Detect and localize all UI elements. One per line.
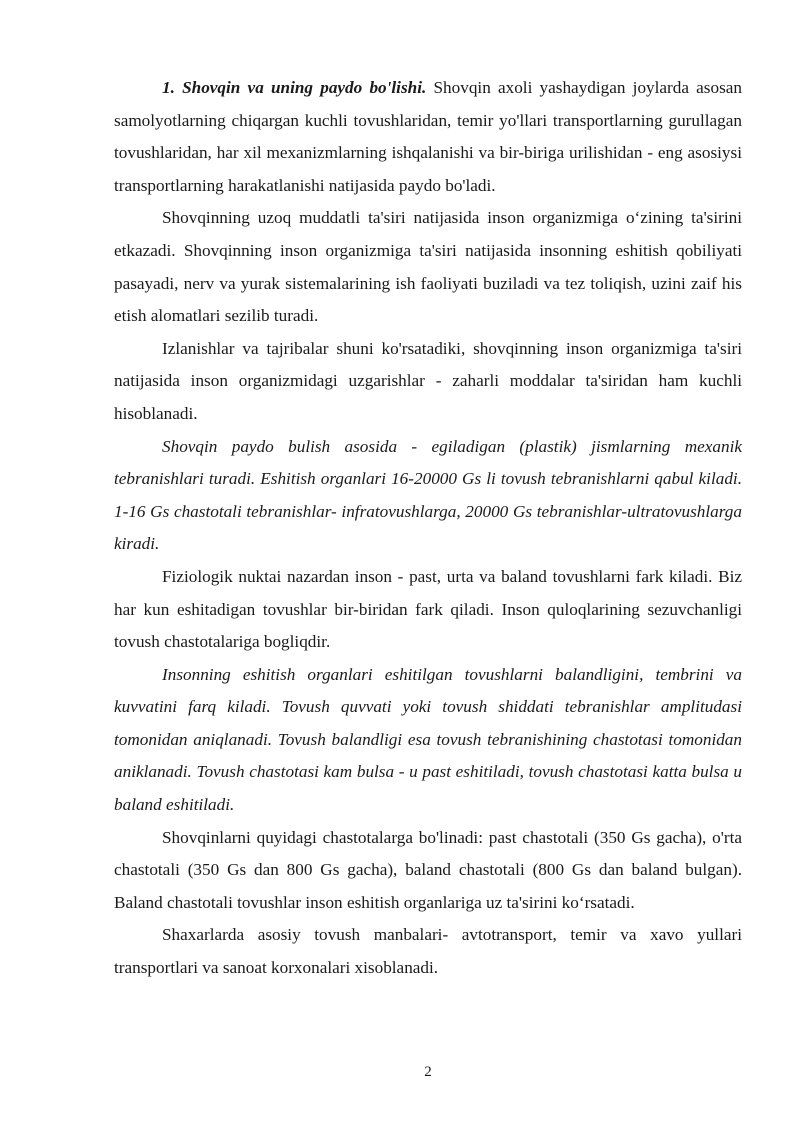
paragraph-intro: [114, 72, 742, 202]
document-body: [114, 72, 742, 985]
paragraph-effects: Shovqinning uzoq muddatli ta'siri natijasida inson organizmiga o‘zining ta'sirini etkazadi. Shovqinning inson organizmiga ta'siri natijasida insonning eshitish qobiliyati pasayadi, nerv va yurak sistemalarining ish faoliyati buziladi va tez toliqish, uzini zaif his etish alomatlari sezilib turadi.: [114, 208, 742, 326]
paragraph-frequencies: Shovqinlarni quyidagi chastotalarga bo'linadi: past chastotali (350 Gs gacha), o'rta chastotali (350 Gs dan 800 Gs gacha), baland chastotali (800 Gs dan baland bulgan). Baland chastotali tovushlar inson eshitish organlariga uz ta'sirini ko‘rsatadi.: [114, 827, 742, 912]
page-number: 2: [424, 1064, 432, 1080]
paragraph-physiology: Fiziologik nuktai nazardan inson - past, urta va baland tovushlarni fark kiladi. Biz har kun eshitadigan tovushlar bir-biridan fark qiladi. Inson quloqlarining sezuvchanligi tovush chastotalariga bogliqdir.: [114, 566, 742, 652]
paragraph-hearing: Insonning eshitish organlari eshitilgan tovushlarni balandligini, tembrini va kuvvatini farq kiladi. Tovush quvvati yoki tovush shiddati tebranishlar amplitudasi tomonidan aniqlanadi. Tovush balandligi esa tovush tebranishining chastotasi tomonidan aniklanadi. Tovush chastotasi kam bulsa - u past eshitiladi, tovush chastotasi katta bulsa u baland eshitiladi.: [114, 664, 742, 815]
paragraph-research: Izlanishlar va tajribalar shuni ko'rsatadiki, shovqinning inson organizmiga ta'siri natijasida inson organizmidagi uzgarishlar - zaharli moddalar ta'siridan ham kuchli hisoblanadi.: [114, 338, 742, 423]
section-heading: 1. Shovqin va uning paydo bo'lishi.: [162, 78, 427, 97]
paragraph-text: Shovqin axoli yashaydigan joylarda asosan samolyotlarning chiqargan kuchli tovushlaridan, temir yo'llari transportlarning gurullagan tovushlaridan, har xil mexanizmlarning ishqalanishi va bir-biriga urilishidan - eng asosiysi transportlarning harakatlanishi natijasida paydo bo'ladi.: [114, 78, 743, 195]
paragraph-sources: Shaxarlarda asosiy tovush manbalari- avtotransport, temir va xavo yullari transportlari va sanoat korxonalari xisoblanadi.: [114, 925, 742, 978]
paragraph-origin: Shovqin paydo bulish asosida - egiladigan (plastik) jismlarning mexanik tebranishlari turadi. Eshitish organlari 16-20000 Gs li tovush tebranishlarni qabul kiladi. 1-16 Gs chastotali tebranishlar- infratovushlarga, 20000 Gs tebranishlar-ultratovushlarga kiradi.: [114, 436, 742, 554]
